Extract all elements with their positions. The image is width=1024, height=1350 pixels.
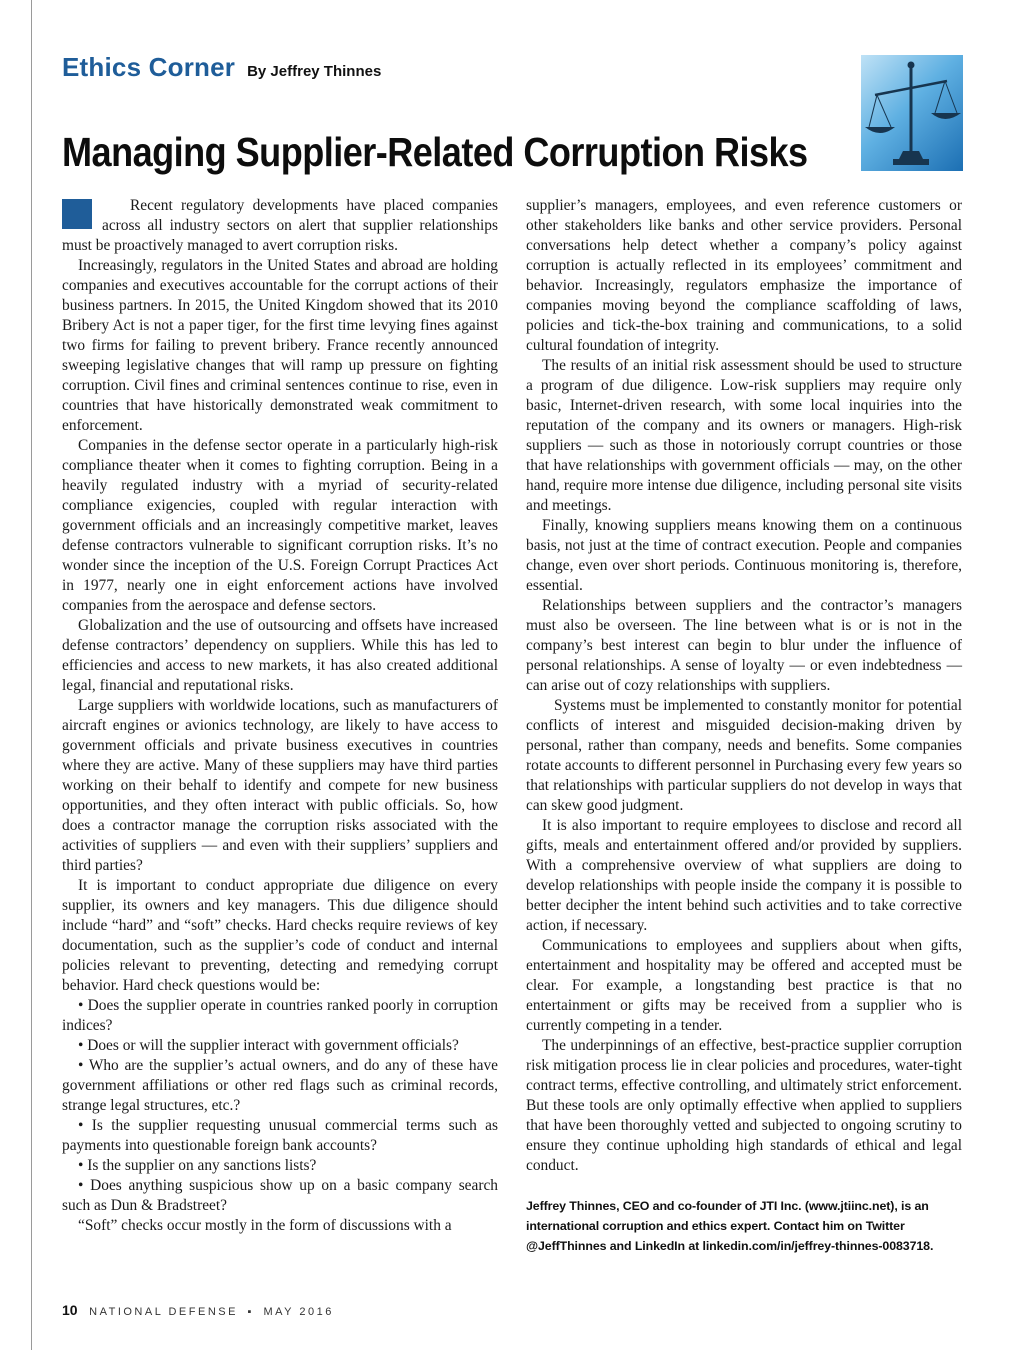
article-paragraph: “Soft” checks occur mostly in the form of discussions with a (78, 1217, 452, 1234)
article-paragraph: Systems must be implemented to constantly monitor for potential conflicts of interest and misguided decision-making driven by personal, rather than company, needs and benefits. Some companies rotate accounts to different personnel in Purchasing every few years so that relationships with particular suppliers do not develop in ways that can skew good judgment. (526, 697, 962, 814)
bullet-item: • Is the supplier on any sanctions lists? (78, 1157, 317, 1174)
issue-date: MAY 2016 (263, 1306, 334, 1318)
article-paragraph: It is also important to require employees to disclose and record all gifts, meals and entertainment offered and/or provided by suppliers. With a comprehensive overview of what suppliers are doing to develop relationships with people inside the company it is possible to better decipher the intent behind such activities and to take corrective action, if necessary. (526, 817, 962, 934)
article-paragraph: Companies in the defense sector operate in a particularly high-risk compliance theater when it comes to fighting corruption. Being in a heavily regulated industry with a myriad of security-related compliance exigencies, coupled with regular interaction with government officials and an increasingly competitive market, leaves defense contractors vulnerable to significant corruption risks. It’s no wonder since the inception of the U.S. Foreign Corrupt Practices Act in 1977, nearly one in eight enforcement actions have involved companies from the aerospace and defense sectors. (62, 437, 498, 614)
article-paragraph: supplier’s managers, employees, and even reference customers or other stakeholders like banks and other service providers. Personal conversations help detect whether a company’s policy against corruption is actually reflected in its employees’ commitment and behavior. Increasingly, regulators emphasize the importance of companies moving beyond the compliance scaffolding of laws, policies and tick-the-box training and communications, to a solid cultural foundation of integrity. (526, 197, 962, 354)
byline: By Jeffrey Thinnes (247, 63, 382, 80)
article-paragraph: Large suppliers with worldwide locations, such as manufacturers of aircraft engines or avionics technology, are likely to have access to government officials and private business executives in countries where they are active. Many of these suppliers may have third parties working on their behalf to identify and compete for new business opportunities, and they often interact with public officials. So, how does a contractor manage the corruption risks associated with the activities of suppliers — and even with their suppliers’ suppliers and third parties? (62, 697, 498, 874)
bullet-item: • Is the supplier requesting unusual commercial terms such as payments into questionable foreign bank accounts? (62, 1117, 498, 1154)
article-paragraph: Relationships between suppliers and the contractor’s managers must also be overseen. The line between what is or is not in the company’s best interest can begin to blur under the influence of personal relationships. A sense of loyalty — or even indebtedness — can arise out of cozy relationships with suppliers. (526, 597, 962, 694)
article-paragraph: Finally, knowing suppliers means knowing them on a continuous basis, not just at the time of contract execution. People and companies change, even over short periods. Continuous monitoring is, therefore, essential. (526, 517, 962, 594)
article-paragraph: Communications to employees and suppliers about when gifts, entertainment and hospitality may be offered and accepted must be clear. For example, a longstanding best practice is that no entertainment or gifts may be received from a supplier who is currently competing in a tender. (526, 937, 962, 1034)
scales-of-justice-icon (861, 55, 963, 171)
column-name: Ethics Corner (62, 52, 236, 82)
article-paragraph: It is important to conduct appropriate due diligence on every supplier, its owners and key managers. This due diligence should include “hard” and “soft” checks. Hard checks require reviews of key documentation, such as the supplier’s code of conduct and internal policies relevant to preventing, detecting and remedying corrupt behavior. Hard check questions would be: (62, 877, 498, 994)
left-column (62, 196, 498, 1236)
publication-name: NATIONAL DEFENSE (89, 1306, 238, 1318)
article-paragraph: The underpinnings of an effective, best-practice supplier corruption risk mitigation process lie in clear policies and procedures, water-tight contract terms, effective controlling, and ultimately strict enforcement. But these tools are only optimally effective when applied to suppliers that have been thoroughly vetted and subjected to ongoing scrutiny to ensure they continue upholding high standards of ethical and legal conduct. (526, 1037, 962, 1174)
article-paragraph: Globalization and the use of outsourcing and offsets have increased defense contractors’ dependency on suppliers. While this has led to efficiencies and access to new markets, it has also created additional legal, financial and reputational risks. (62, 617, 498, 694)
bullet-item: • Who are the supplier’s actual owners, and do any of these have government affiliations or other red flags such as criminal records, strange legal structures, etc.? (62, 1057, 498, 1114)
bullet-item: • Does anything suspicious show up on a basic company search such as Dun & Bradstreet? (62, 1177, 498, 1214)
footer-separator: ▪ (247, 1306, 254, 1318)
square-marker-icon (62, 199, 92, 229)
article-paragraph: Recent regulatory developments have placed companies across all industry sectors on alert that supplier relationships must be proactively managed to avert corruption risks. (62, 197, 498, 254)
article-title: Managing Supplier-Related Corruption Risks (62, 129, 808, 175)
author-bio: Jeffrey Thinnes, CEO and co-founder of JTI Inc. (www.jtiinc.net), is an international corruption and ethics expert. Contact him on Twitter @JeffThinnes and LinkedIn at linkedin.com/in/jeffrey-thinnes-0083718. (526, 1199, 934, 1253)
page-number: 10 (62, 1302, 78, 1318)
bullet-item: • Does or will the supplier interact with government officials? (78, 1037, 459, 1054)
right-column (526, 196, 962, 1256)
bullet-item: • Does the supplier operate in countries ranked poorly in corruption indices? (62, 997, 498, 1034)
page-footer (62, 1302, 334, 1318)
article-paragraph: The results of an initial risk assessment should be used to structure a program of due diligence. Low-risk suppliers may require only basic, Internet-driven research, with some local inquiries into the reputation of the company and its owners or managers. High-risk suppliers — such as those in notoriously corrupt countries or those that have relationships with government officials — may, on the other hand, require more intense due diligence, including personal site visits and meetings. (526, 357, 962, 514)
column-header (62, 52, 381, 83)
article-paragraph: Increasingly, regulators in the United States and abroad are holding companies and executives accountable for the corrupt actions of their business partners. In 2015, the United Kingdom showed that its 2010 Bribery Act is not a paper tiger, for the first time levying fines against two firms for failing to prevent bribery. France recently announced sweeping legislative changes that will ramp up pressure on fighting corruption. Civil fines and criminal sentences continue to rise, even in countries that have historically demonstrated weak commitment to enforcement. (62, 257, 498, 434)
page-margin-rule (31, 0, 32, 1350)
